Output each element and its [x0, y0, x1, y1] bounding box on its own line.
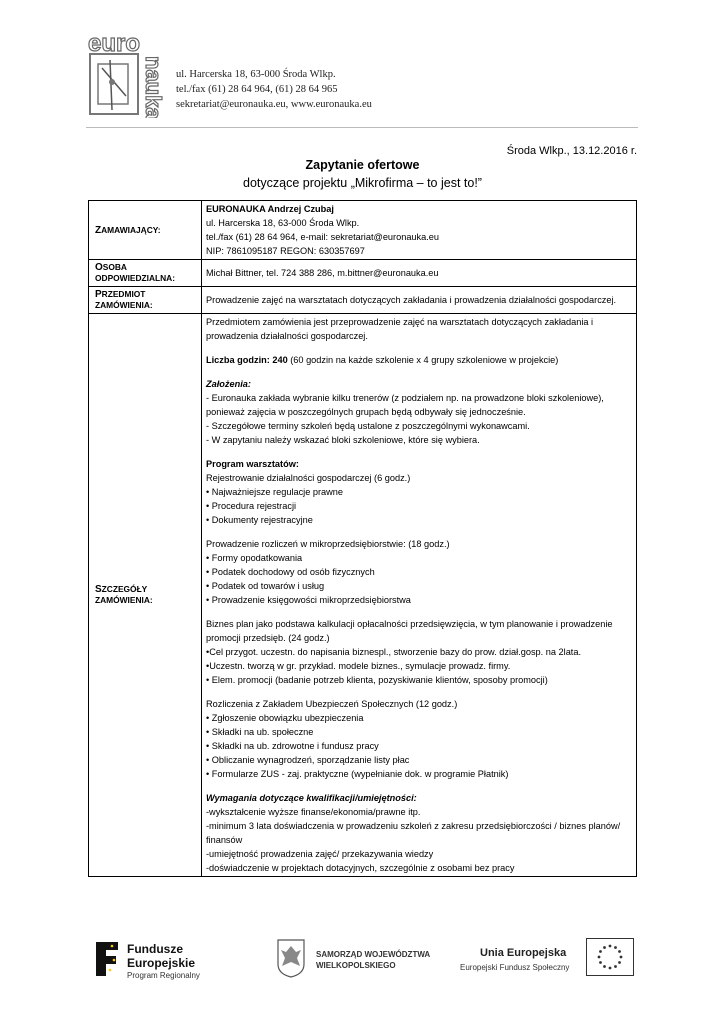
- eu-star: [609, 967, 612, 970]
- details-value: [202, 314, 637, 877]
- fe-line2: Europejskie: [127, 956, 196, 970]
- address-line: ul. Harcerska 18, 63-000 Środa Wlkp.: [176, 69, 336, 80]
- assumption-item: - Szczegółowe terminy szkoleń będą ustalone z poszczególnymi wykonawcami.: [206, 421, 530, 431]
- ordering-party-row: [89, 201, 637, 260]
- logo-text-euro: euro: [88, 34, 141, 57]
- requirements-title: Wymagania dotyczące kwalifikacji/umiejętności:: [206, 793, 417, 803]
- company-address: ul. Harcerska 18, 63-000 Środa Wlkp.: [206, 218, 360, 228]
- program-block-item: • Podatek od towarów i usług: [206, 581, 325, 591]
- eu-star: [599, 961, 602, 964]
- company-name: EURONAUKA Andrzej Czubaj: [206, 204, 334, 214]
- sw-line2: WIELKOPOLSKIEGO: [316, 961, 396, 970]
- place-date: Środa Wlkp., 13.12.2016 r.: [506, 145, 637, 157]
- responsible-person-label: OSOBA ODPOWIEDZIALNA:: [89, 260, 202, 287]
- fundusze-europejskie-icon: [92, 940, 122, 978]
- assumption-item: - Euronauka zakłada wybranie kilku trenerów (z podziałem np. na prowadzone bloki szkoleniowe), ponieważ zajęcia w poszczególnych grupach będą odbywały się jednocześnie.: [206, 393, 604, 417]
- subject-value: Prowadzenie zajęć na warsztatach dotyczących zakładania i prowadzenia działalności gospodarczej.: [202, 287, 637, 314]
- requirement-item: -minimum 3 lata doświadczenia w prowadzeniu szkoleń z zakresu przedsiębiorczości / biznes planów/ finansów: [206, 821, 621, 845]
- eu-star: [614, 946, 617, 949]
- program-block-item: • Procedura rejestracji: [206, 501, 297, 511]
- program-block-item: • Zgłoszenie obowiązku ubezpieczenia: [206, 713, 364, 723]
- program-title: Program warsztatów:: [206, 459, 299, 469]
- program-block-title: Biznes plan jako podstawa kalkulacji opłacalności przedsięwzięcia, w tym planowanie i prowadzenie promocji przedsięb. (24 godz.): [206, 619, 613, 643]
- program-block-item: •Cel przygot. uczestn. do napisania biznespl., stworzenie bazy do prow. dział.gosp. na 2lata.: [206, 647, 582, 657]
- eu-star: [620, 956, 623, 959]
- header-divider: [86, 127, 638, 128]
- company-ids: NIP: 7861095187 REGON: 630357697: [206, 246, 365, 256]
- program-block-item: • Formy opodatkowania: [206, 553, 303, 563]
- requirement-item: -wykształcenie wyższe finanse/ekonomia/prawne itp.: [206, 807, 421, 817]
- eu-star: [609, 945, 612, 948]
- order-table: [88, 200, 637, 877]
- subject-label: PRZEDMIOT ZAMÓWIENIA:: [89, 287, 202, 314]
- assumptions-title: Założenia:: [206, 379, 251, 389]
- program-block-item: • Obliczanie wynagrodzeń, sporządzanie listy płac: [206, 755, 410, 765]
- document-title: Zapytanie ofertowe: [305, 158, 420, 172]
- requirement-item: -doświadczenie w projektach dotacyjnych, szczególnie z osobami bez pracy: [206, 863, 515, 873]
- program-block-item: •Uczestn. tworzą w gr. przykład. modele biznes., symulacje prowadz. firmy.: [206, 661, 511, 671]
- email-line: sekretariat@euronauka.eu, www.euronauka.eu: [176, 99, 372, 110]
- sw-line1: SAMORZĄD WOJEWÓDZTWA: [316, 950, 431, 959]
- program-block-title: Rejestrowanie działalności gospodarczej (6 godz.): [206, 473, 411, 483]
- eu-star: [603, 965, 606, 968]
- eu-star: [618, 950, 621, 953]
- assumption-item: - W zapytaniu należy wskazać bloki szkoleniowe, które się wybiera.: [206, 435, 480, 445]
- eu-star: [598, 956, 601, 959]
- program-block-item: • Podatek dochodowy od osób fizycznych: [206, 567, 375, 577]
- assumptions-list: [206, 391, 632, 447]
- ordering-party-value: [202, 201, 637, 260]
- program-block-title: Prowadzenie rozliczeń w mikroprzedsiębiorstwie: (18 godz.): [206, 539, 450, 549]
- eu-star: [618, 961, 621, 964]
- details-label: SZCZEGÓŁY ZAMÓWIENIA:: [89, 314, 202, 877]
- details-intro: Przedmiotem zamówienia jest przeprowadzenie zajęć na warsztatach dotyczących zakładania i prowadzenia działalności gospodarczej.: [206, 317, 594, 341]
- program-block-item: • Elem. promocji (badanie potrzeb klienta, pozyskiwanie klientów, sposoby promocji): [206, 675, 548, 685]
- eu-line1: Unia Europejska: [480, 947, 567, 959]
- requirement-item: -umiejętność prowadzenia zajęć/ przekazywania wiedzy: [206, 849, 434, 859]
- document-subtitle: dotyczące projektu „Mikrofirma – to jest to!”: [243, 176, 482, 190]
- fe-line3: Program Regionalny: [127, 971, 200, 980]
- subject-row: [89, 287, 637, 314]
- euronauka-logo: [88, 34, 168, 118]
- logo-text-nauka: nauka: [141, 56, 166, 118]
- eu-star: [603, 946, 606, 949]
- hours-line: Liczba godzin: 240 (60 godzin na każde szkolenie x 4 grupy szkoleniowe w projekcie): [206, 355, 559, 365]
- ordering-party-label: ZAMAWIAJĄCY:: [89, 201, 202, 260]
- fe-line1: Fundusze: [127, 942, 183, 956]
- eu-star: [599, 950, 602, 953]
- requirements-list: [206, 805, 632, 875]
- details-row: [89, 314, 637, 877]
- responsible-person-value: Michał Bittner, tel. 724 388 286, m.bittner@euronauka.eu: [202, 260, 637, 287]
- program-block-item: • Składki na ub. społeczne: [206, 727, 314, 737]
- eu-flag-icon: [586, 938, 634, 976]
- responsible-person-row: [89, 260, 637, 287]
- program-block-item: • Prowadzenie księgowości mikroprzedsiębiorstwa: [206, 595, 411, 605]
- program-blocks: [206, 471, 632, 791]
- program-block-item: • Składki na ub. zdrowotne i fundusz pracy: [206, 741, 379, 751]
- eu-star: [614, 965, 617, 968]
- company-contact: tel./fax (61) 28 64 964, e-mail: sekretariat@euronauka.eu: [206, 232, 440, 242]
- program-block-item: • Formularze ZUS - zaj. praktyczne (wypełnianie dok. w programie Płatnik): [206, 769, 509, 779]
- program-block-item: • Dokumenty rejestracyjne: [206, 515, 313, 525]
- eu-line2: Europejski Fundusz Społeczny: [460, 963, 570, 972]
- program-block-item: • Najważniejsze regulacje prawne: [206, 487, 344, 497]
- wielkopolska-eagle-icon: [276, 938, 306, 978]
- program-block-title: Rozliczenia z Zakładem Ubezpieczeń Społecznych (12 godz.): [206, 699, 458, 709]
- phone-line: tel./fax (61) 28 64 964, (61) 28 64 965: [176, 84, 338, 95]
